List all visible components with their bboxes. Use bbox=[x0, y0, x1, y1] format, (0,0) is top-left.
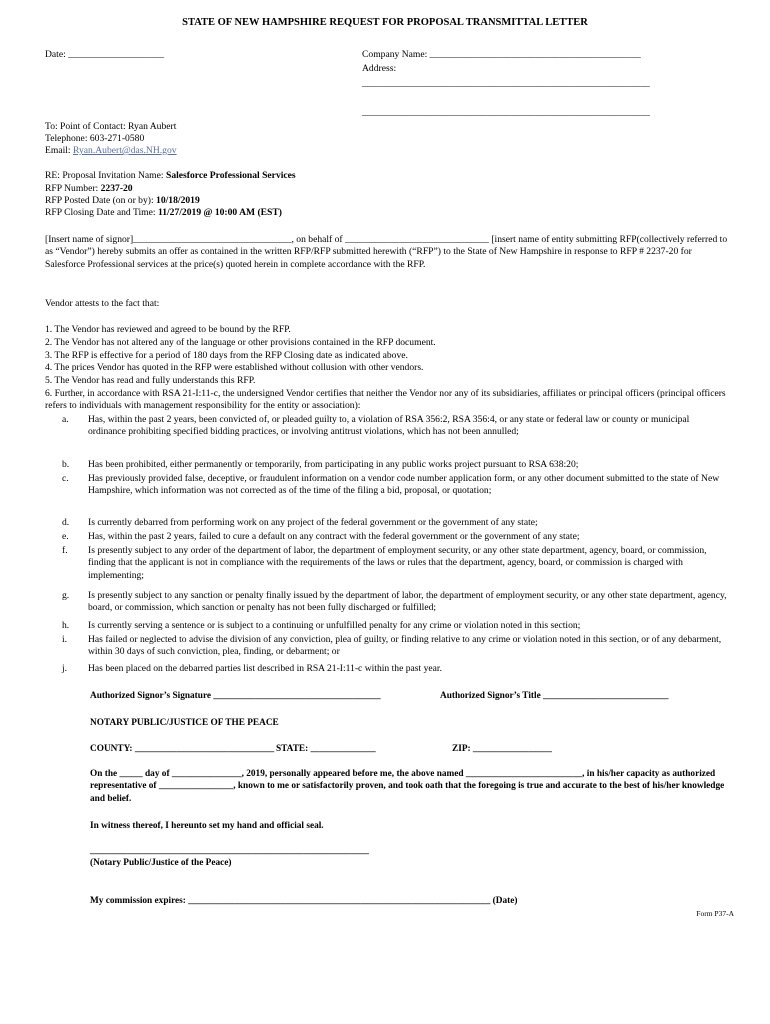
proposal-name-label: RE: Proposal Invitation Name: bbox=[45, 170, 166, 181]
address-label: Address: bbox=[362, 63, 397, 74]
contact-telephone: Telephone: 603-271-0580 bbox=[45, 133, 145, 144]
sub-item-text: Has been placed on the debarred parties list described in RSA 21-I:11-c within the past year. bbox=[88, 663, 442, 674]
email-link[interactable]: Ryan.Aubert@das.NH.gov bbox=[72, 145, 177, 156]
sub-item-letter: h. bbox=[62, 620, 70, 631]
sub-item-text: Is presently subject to any sanction or penalty finally issued by the department of labor, the department of employment security, or any other state department, agency, board, or commission, which sanction or penalty has not been fully discharged or fulfilled; bbox=[88, 590, 727, 614]
contact-email-row bbox=[45, 145, 177, 157]
county-field: COUNTY: ______________________________ bbox=[90, 744, 275, 754]
sub-item-letter: a. bbox=[62, 414, 69, 425]
witness-statement: In witness thereof, I hereunto set my hand and official seal. bbox=[90, 821, 324, 831]
notary-heading: NOTARY PUBLIC/JUSTICE OF THE PEACE bbox=[90, 718, 279, 728]
list-item: 3. The RFP is effective for a period of 180 days from the RFP Closing date as indicated above. bbox=[45, 350, 408, 361]
date-field: Date: ____________________ bbox=[45, 49, 165, 60]
address-line-1: ____________________________________________________________ bbox=[362, 78, 650, 89]
sub-item-letter: f. bbox=[62, 545, 68, 556]
rfp-closing-row bbox=[45, 207, 282, 219]
list-item: 1. The Vendor has reviewed and agreed to be bound by the RFP. bbox=[45, 324, 291, 335]
email-label: Email: bbox=[45, 145, 73, 156]
sub-item-letter: g. bbox=[62, 590, 70, 601]
sub-item-letter: e. bbox=[62, 531, 69, 542]
list-item: 5. The Vendor has read and fully understands this RFP. bbox=[45, 375, 256, 386]
list-item-6: 6. Further, in accordance with RSA 21-I:11-c, the undersigned Vendor certifies that neither the Vendor nor any of its subsidiaries, affiliates or principal officers (principal officers refers to individuals with management responsibility for the entity or association): bbox=[45, 388, 726, 412]
list-item: 2. The Vendor has not altered any of the language or other provisions contained in the RFP document. bbox=[45, 337, 436, 348]
point-of-contact: To: Point of Contact: Ryan Aubert bbox=[45, 121, 177, 132]
rfp-closing-value: 11/27/2019 @ 10:00 AM (EST) bbox=[157, 207, 282, 218]
zip-field: ZIP: _________________ bbox=[452, 744, 552, 754]
sub-item-letter: i. bbox=[62, 634, 68, 645]
rfp-number-label: RFP Number: bbox=[45, 183, 101, 194]
sub-item-text: Is currently debarred from performing work on any project of the federal government or the government of any state; bbox=[88, 517, 538, 528]
attests-heading: Vendor attests to the fact that: bbox=[45, 298, 160, 309]
sub-item-text: Is currently serving a sentence or is subject to a continuing or unfulfilled penalty for any crime or violation noted in this section; bbox=[88, 620, 581, 631]
rfp-number-row bbox=[45, 183, 133, 195]
commission-expires-line: My commission expires: _________________________________________________________________ (Date) bbox=[90, 896, 518, 906]
sub-item-letter: c. bbox=[62, 473, 69, 484]
rfp-posted-label: RFP Posted Date (on or by): bbox=[45, 195, 157, 206]
rfp-posted-value: 10/18/2019 bbox=[156, 195, 200, 206]
document-title: STATE OF NEW HAMPSHIRE REQUEST FOR PROPOSAL TRANSMITTAL LETTER bbox=[182, 17, 588, 28]
sub-item-text: Has failed or neglected to advise the division of any conviction, plea of guilty, or finding relative to any crime or violation noted in this section, or of any debarment, within 30 days of such conviction, plea, finding, or debarment; or bbox=[88, 634, 722, 658]
rfp-posted-row bbox=[45, 195, 200, 207]
sub-item-letter: b. bbox=[62, 459, 70, 470]
notary-signature-line: ____________________________________________________________ bbox=[90, 846, 369, 856]
sub-item-text: Has, within the past 2 years, failed to cure a default on any contract with the federal government or the government of any state; bbox=[88, 531, 580, 542]
signor-signature-line: Authorized Signor’s Signature ____________________________________ bbox=[90, 691, 381, 701]
sub-item-text: Has previously provided false, deceptive, or fraudulent information on a vendor code number application form, or any other document submitted to the state of New Hampshire, which information was not corrected as of the time of the filing a bid, proposal, or quotation; bbox=[88, 473, 720, 497]
intro-paragraph: [Insert name of signor]_________________________________, on behalf of ______________________________ [insert name of entity submitting RFP(collectively referred to as “Vendor”) hereby submits an offer as contained in the written RFP/RFP submitted herewith (“RFP”) to the State of New Hampshire in response to RFP # 2237-20 for Salesforce Professional services at the price(s) quoted herein in complete accordance with the RFP. bbox=[45, 234, 728, 270]
notary-signature-caption: (Notary Public/Justice of the Peace) bbox=[90, 858, 232, 868]
proposal-name-row bbox=[45, 170, 296, 182]
signor-title-line: Authorized Signor’s Title ___________________________ bbox=[440, 691, 669, 701]
company-name-field: Company Name: ____________________________________________ bbox=[362, 49, 641, 60]
sub-item-letter: d. bbox=[62, 517, 70, 528]
proposal-name-value: Salesforce Professional Services bbox=[165, 170, 296, 181]
rfp-closing-label: RFP Closing Date and Time: bbox=[45, 207, 158, 218]
oath-paragraph: On the _____ day of _______________, 2019, personally appeared before me, the above named _________________________, in his/her capacity as authorized representative of ________________, known to me or satisfactorily proven, and took oath that the foregoing is true and accurate to the best of his/her knowledge and belief. bbox=[90, 769, 725, 804]
sub-item-text: Has, within the past 2 years, been convicted of, or pleaded guilty to, a violation of RSA 356:2, RSA 356:4, or any state or federal law or county or municipal ordinance prohibiting specified bidding practices, or involving antitrust violations, which has not been annulled; bbox=[88, 414, 690, 438]
address-line-2: ____________________________________________________________ bbox=[362, 107, 650, 118]
sub-item-text: Is presently subject to any order of the department of labor, the department of employment security, or any other state department, agency, board, or commission, finding that the applicant is not in compliance with the requirements of the laws or rules that the department, agency, board, or commission is charged with implementing; bbox=[88, 545, 707, 581]
sub-item-text: Has been prohibited, either permanently or temporarily, from participating in any public works project pursuant to RSA 638:20; bbox=[88, 459, 579, 470]
rfp-number-value: 2237-20 bbox=[100, 183, 133, 194]
sub-item-letter: j. bbox=[62, 663, 68, 674]
state-field: STATE: ______________ bbox=[276, 744, 376, 754]
list-item: 4. The prices Vendor has quoted in the RFP were established without collusion with other vendors. bbox=[45, 362, 424, 373]
form-number: Form P37-A bbox=[696, 909, 734, 918]
